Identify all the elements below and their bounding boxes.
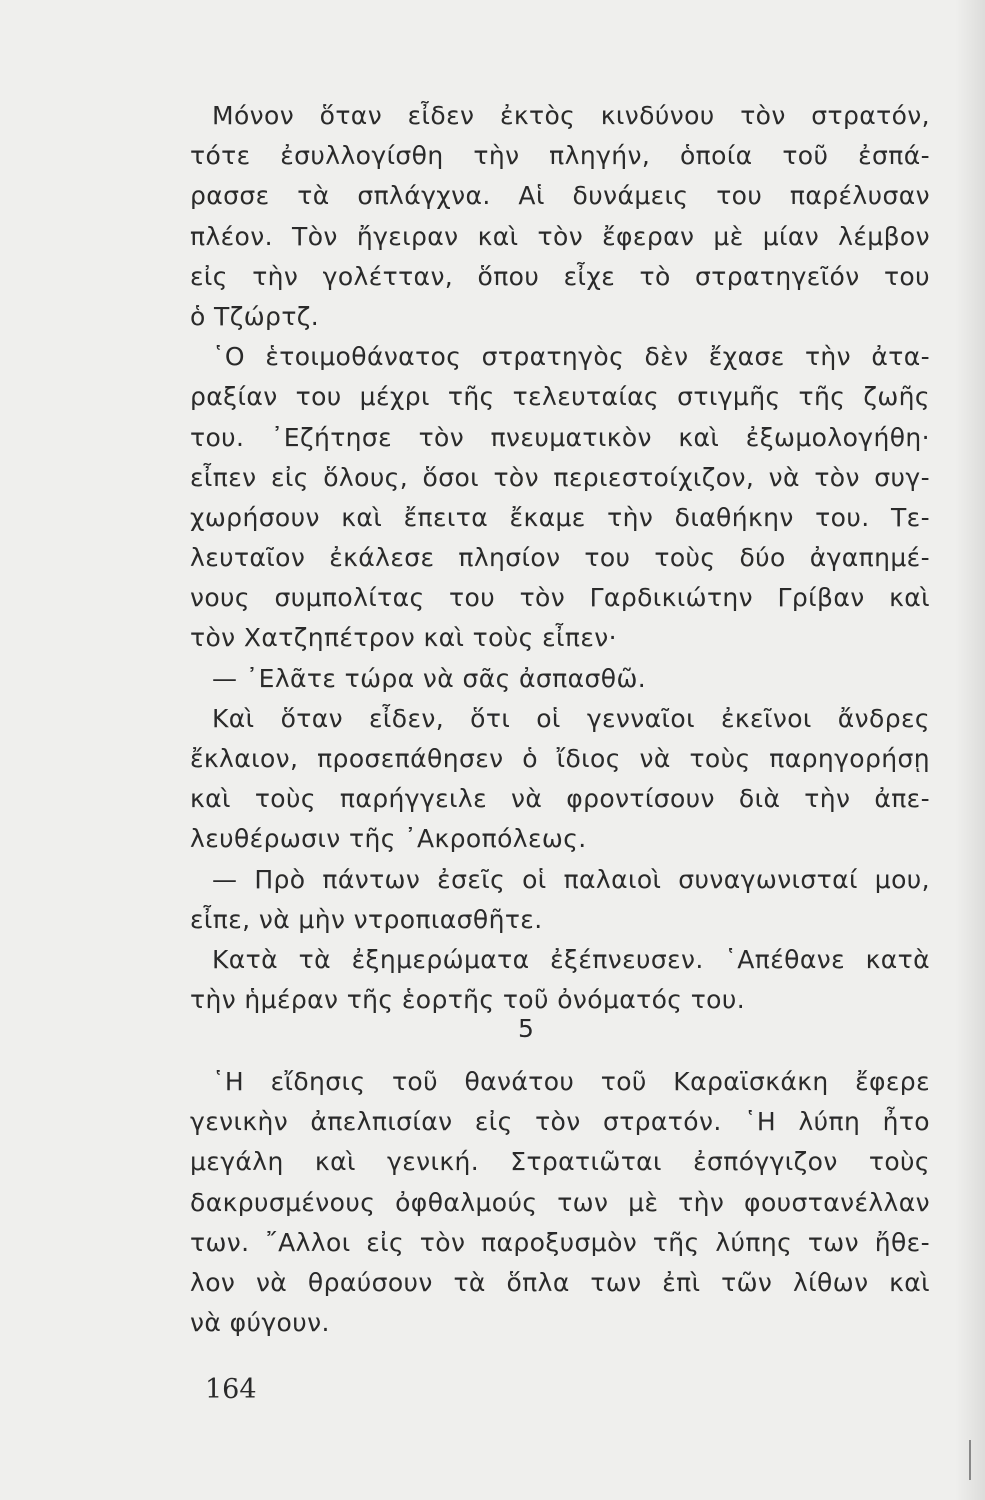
text-line: εἰς τὴν γολέτταν, ὅπου εἶχε τὸ στρατηγεῖόν του [190, 261, 930, 291]
text-line: ὁ Τζώρτζ. [190, 301, 320, 331]
text-line: ῾Ο ἑτοιμοθάνατος στρατηγὸς δὲν ἔχασε τὴν ἀτα- [212, 342, 930, 372]
text-line: ρασσε τὰ σπλάγχνα. Αἱ δυνάμεις του παρέλυσαν [190, 181, 930, 211]
text-line: — ᾿Ελᾶτε τώρα νὰ σᾶς ἀσπασθῶ. [212, 663, 647, 693]
text-line: του. ᾿Εζήτησε τὸν πνευματικὸν καὶ ἐξωμολογήθη· [190, 422, 930, 452]
text-line: γενικὴν ἀπελπισίαν εἰς τὸν στρατόν. ῾Η λύπη ἦτο [190, 1107, 930, 1137]
text-line: λευταῖον ἐκάλεσε πλησίον του τοὺς δύο ἀγαπημέ- [190, 543, 930, 573]
text-line: νους συμπολίτας του τὸν Γαρδικιώτην Γρίβαν καὶ [190, 583, 930, 613]
text-line: των. ῎Αλλοι εἰς τὸν παροξυσμὸν τῆς λύπης των ἤθε- [190, 1227, 930, 1257]
text-line: τὸν Χατζηπέτρον καὶ τοὺς εἶπεν· [190, 623, 617, 653]
text-line: τότε ἐσυλλογίσθη τὴν πληγήν, ὁποία τοῦ ἐσπά- [190, 141, 930, 171]
text-line: τὴν ἡμέραν τῆς ἑορτῆς τοῦ ὀνόματός του. [190, 985, 746, 1015]
text-line: ραξίαν του μέχρι τῆς τελευταίας στιγμῆς τῆς ζωῆς [190, 382, 930, 412]
page-number: 164 [205, 1374, 257, 1405]
text-line: εἶπε, νὰ μὴν ντροπιασθῆτε. [190, 904, 543, 934]
text-block-top [190, 96, 930, 1020]
text-line: Καὶ ὅταν εἶδεν, ὅτι οἱ γενναῖοι ἐκεῖνοι ἄνδρες [212, 703, 930, 733]
text-line: ῾Η εἴδησις τοῦ θανάτου τοῦ Καραϊσκάκη ἔφερε [212, 1067, 930, 1096]
text-line: λευθέρωσιν τῆς ᾿Ακροπόλεως. [190, 824, 587, 854]
gutter-mark [969, 1440, 971, 1480]
text-line: Μόνον ὅταν εἶδεν ἐκτὸς κινδύνου τὸν στρατόν, [212, 101, 930, 130]
text-line: νὰ φύγουν. [190, 1308, 330, 1338]
text-line: καὶ τοὺς παρήγγειλε νὰ φροντίσουν διὰ τὴν ἀπε- [190, 784, 930, 814]
text-line: Κατὰ τὰ ἐξημερώματα ἐξέπνευσεν. ῾Απέθανε κατὰ [212, 944, 930, 974]
text-line: εἶπεν εἰς ὅλους, ὅσοι τὸν περιεστοίχιζον, νὰ τὸν συγ- [190, 462, 930, 492]
text-line: μεγάλη καὶ γενική. Στρατιῶται ἐσπόγγιζον τοὺς [190, 1147, 930, 1177]
text-line: πλέον. Τὸν ἤγειραν καὶ τὸν ἔφεραν μὲ μίαν λέμβον [190, 221, 930, 251]
text-block-bottom [190, 1062, 930, 1343]
text-line: λον νὰ θραύσουν τὰ ὅπλα των ἐπὶ τῶν λίθων καὶ [190, 1267, 930, 1297]
page-edge-shadow [955, 0, 985, 1500]
text-line: — Πρὸ πάντων ἐσεῖς οἱ παλαιοὶ συναγωνισταί μου, [212, 864, 930, 894]
text-line: χωρήσουν καὶ ἔπειτα ἔκαμε τὴν διαθήκην του. Τε- [190, 502, 930, 532]
text-line: δακρυσμένους ὀφθαλμούς των μὲ τὴν φουστανέλλαν [190, 1187, 930, 1217]
section-number: 5 [518, 1014, 534, 1043]
text-line: ἔκλαιον, προσεπάθησεν ὁ ἴδιος νὰ τοὺς παρηγορήσῃ [190, 744, 930, 773]
